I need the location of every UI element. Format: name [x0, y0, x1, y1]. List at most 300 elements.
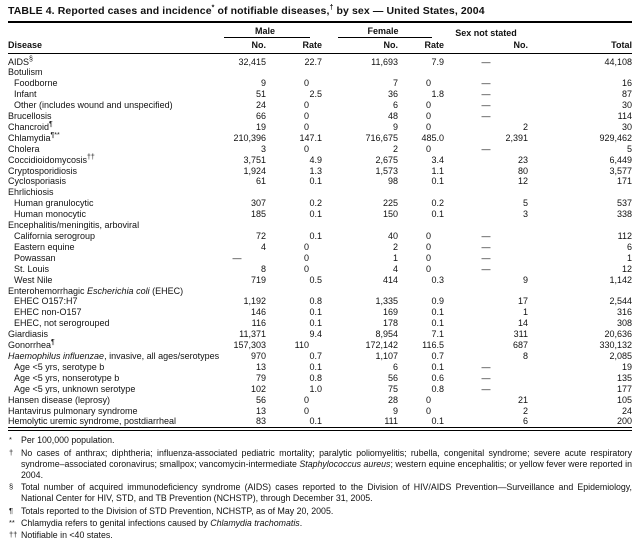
table-row: [8, 176, 632, 187]
value-cell: 0.2: [431, 198, 444, 209]
value-cell: 7: [392, 78, 398, 89]
value-cell: 110: [294, 340, 309, 351]
value-cell: 1.3: [309, 165, 322, 176]
footnote-marker: §: [9, 482, 14, 492]
table-row: [8, 406, 632, 417]
value-cell: —: [481, 263, 491, 274]
value-cell: [208, 67, 266, 78]
value-cell: 687: [512, 340, 528, 351]
disease-label: Eastern equine: [14, 241, 75, 252]
value-cell: 20,636: [604, 329, 632, 340]
col-header-sns-no: No.: [444, 38, 528, 54]
value-cell: 6: [392, 100, 398, 111]
disease-label: Infant: [14, 89, 37, 100]
value-cell: [528, 67, 632, 78]
value-cell: 0: [303, 111, 309, 122]
value-cell: 56: [387, 372, 398, 383]
table-row: [8, 264, 632, 275]
table-row: [8, 231, 632, 242]
col-header-total: Total: [528, 38, 632, 54]
table-row: [8, 111, 632, 122]
table-row: [8, 67, 632, 78]
value-cell: 13: [255, 361, 266, 372]
value-cell: 9: [522, 274, 528, 285]
table-row: [8, 384, 632, 395]
value-cell: 0.8: [309, 372, 322, 383]
disease-label: Hemolytic uremic syndrome, postdiarrheal: [8, 416, 177, 427]
value-cell: 0.7: [431, 350, 444, 361]
value-cell: [208, 286, 266, 297]
value-cell: [322, 286, 398, 297]
value-cell: —: [481, 78, 491, 89]
table-row: [8, 318, 632, 329]
footnote-marker: **: [9, 517, 15, 527]
value-cell: 0: [425, 231, 431, 241]
value-cell: 111: [384, 416, 398, 427]
value-cell: [528, 286, 632, 297]
value-cell: 7.9: [431, 56, 444, 67]
group-header-male-label: Male: [254, 26, 275, 36]
footnote: * Per 100,000 population.: [9, 435, 115, 446]
value-cell: 485.0: [421, 132, 444, 143]
value-cell: 0.5: [309, 274, 322, 285]
footnote: †† Notifiable in <40 states.: [9, 529, 113, 540]
value-cell: 17: [517, 296, 528, 307]
value-cell: 112: [617, 231, 632, 241]
disease-label: Giardiasis: [8, 329, 49, 340]
value-cell: [444, 286, 528, 297]
value-cell: [266, 67, 322, 78]
disease-label: Cholera: [8, 143, 40, 154]
disease-label: Brucellosis: [8, 111, 52, 122]
table-row: [8, 373, 632, 384]
value-cell: 0.1: [309, 361, 322, 372]
value-cell: 0.8: [309, 296, 322, 307]
value-cell: 0.1: [309, 209, 322, 220]
value-cell: 0: [425, 241, 431, 252]
value-cell: [266, 220, 322, 231]
disease-label: Hansen disease (leprosy): [8, 394, 111, 405]
value-cell: 44,108: [604, 56, 632, 67]
disease-label: California serogroup: [14, 231, 96, 241]
value-cell: 19: [621, 361, 632, 372]
value-cell: 19: [255, 121, 266, 132]
disease-label: EHEC O157:H7: [14, 296, 78, 307]
value-cell: 12: [517, 176, 528, 187]
value-cell: 719: [250, 274, 266, 285]
disease-label: Hantavirus pulmonary syndrome: [8, 405, 138, 416]
footnote-marker: ¶: [9, 505, 14, 515]
value-cell: 80: [517, 165, 528, 176]
value-cell: 178: [382, 318, 398, 329]
table-row: [8, 253, 632, 264]
value-cell: [322, 67, 398, 78]
value-cell: 311: [513, 329, 528, 340]
value-cell: 1,335: [375, 296, 398, 307]
value-cell: 970: [250, 350, 266, 361]
value-cell: [444, 187, 528, 198]
col-header-female-rate: Rate: [398, 38, 444, 54]
value-cell: 56: [255, 394, 266, 405]
value-cell: 30: [621, 121, 632, 132]
value-cell: 6: [522, 416, 528, 427]
table-row: [8, 286, 632, 297]
group-header-total-spacer: [528, 23, 632, 38]
value-cell: —: [481, 111, 491, 122]
value-cell: —: [481, 100, 491, 111]
value-cell: 929,462: [599, 132, 632, 143]
disease-label: Gonorrhea¶: [8, 339, 55, 351]
value-cell: 8,954: [375, 329, 398, 340]
value-cell: 0: [425, 111, 431, 122]
value-cell: —: [481, 231, 491, 241]
value-cell: 6: [392, 361, 398, 372]
value-cell: 6,449: [609, 154, 632, 165]
value-cell: 0: [425, 394, 431, 405]
value-cell: 0.3: [431, 274, 444, 285]
disease-label: Botulism: [8, 67, 43, 78]
value-cell: —: [481, 361, 491, 372]
disease-label: Encephalitis/meningitis, arboviral: [8, 220, 140, 231]
value-cell: 1,107: [375, 350, 398, 361]
table-row: [8, 166, 632, 177]
value-cell: 4: [392, 263, 398, 274]
value-cell: 0: [303, 394, 309, 405]
value-cell: 98: [387, 176, 398, 187]
value-cell: 11,693: [371, 56, 398, 67]
value-cell: 0: [303, 241, 309, 252]
value-cell: 200: [616, 416, 632, 427]
group-header-female: [322, 23, 444, 38]
value-cell: 13: [255, 405, 266, 416]
value-cell: 0.1: [431, 209, 444, 220]
disease-label: EHEC non-O157: [14, 307, 82, 318]
table-bottom-double-rule: [8, 430, 632, 431]
table-row: [8, 155, 632, 166]
value-cell: —: [481, 252, 491, 263]
table-row: [8, 54, 632, 68]
value-cell: 36: [387, 89, 398, 100]
disease-label: St. Louis: [14, 263, 50, 274]
table-body: [8, 54, 632, 428]
value-cell: [528, 187, 632, 198]
value-cell: 0.1: [431, 176, 444, 187]
value-cell: 0: [425, 143, 431, 154]
group-header-spacer: [8, 23, 208, 38]
disease-label: Cyclosporiasis: [8, 176, 67, 187]
value-cell: 1,924: [243, 165, 266, 176]
value-cell: 150: [382, 209, 398, 220]
value-cell: 1: [626, 252, 632, 263]
value-cell: 9: [392, 405, 398, 416]
value-cell: 87: [621, 89, 632, 100]
footnote: § Total number of acquired immunodeficiency syndrome (AIDS) cases reported to the Division of HIV/AIDS Prevention—Surveillance and Epidemiology, National Center for HIV, STD, and TB Prevention (NCHSTP), through December 31, 2005.: [9, 482, 632, 504]
value-cell: 0: [303, 100, 309, 111]
value-cell: 2: [392, 241, 398, 252]
value-cell: 0.1: [309, 176, 322, 187]
value-cell: 0.7: [309, 350, 322, 361]
table-row: [8, 220, 632, 231]
value-cell: 9: [392, 121, 398, 132]
value-cell: 83: [255, 416, 266, 427]
value-cell: 147.1: [299, 132, 322, 143]
value-cell: 116: [251, 318, 266, 329]
notifiable-diseases-table: [8, 23, 632, 428]
value-cell: 210,396: [233, 132, 266, 143]
value-cell: 414: [382, 274, 398, 285]
group-header-row: [8, 23, 632, 38]
footnote-marker: *: [9, 435, 12, 445]
disease-label: Age <5 yrs, unknown serotype: [14, 383, 136, 394]
col-header-disease: Disease: [8, 38, 208, 54]
value-cell: 1.8: [431, 89, 444, 100]
value-cell: 11,371: [239, 329, 266, 340]
value-cell: 48: [387, 111, 398, 122]
value-cell: —: [232, 252, 242, 263]
value-cell: [266, 187, 322, 198]
value-cell: 30: [621, 100, 632, 111]
value-cell: [528, 220, 632, 231]
value-cell: 14: [517, 318, 528, 329]
value-cell: 3,577: [609, 165, 632, 176]
value-cell: [208, 220, 266, 231]
table-row: [8, 296, 632, 307]
disease-label: Chlamydia¶**: [8, 131, 60, 143]
disease-label: Other (includes wound and unspecified): [14, 100, 173, 111]
group-header-female-label: Female: [367, 26, 399, 36]
group-header-male: [208, 23, 322, 38]
value-cell: 2.5: [309, 89, 322, 100]
value-cell: 2,391: [505, 132, 528, 143]
value-cell: 0: [425, 100, 431, 111]
value-cell: 0.1: [431, 416, 444, 427]
value-cell: 3,751: [243, 154, 266, 165]
col-header-male-rate: Rate: [266, 38, 322, 54]
value-cell: 66: [255, 111, 266, 122]
value-cell: 7.1: [431, 329, 444, 340]
disease-label: West Nile: [14, 274, 53, 285]
value-cell: 0.1: [431, 307, 444, 318]
value-cell: 308: [616, 318, 632, 329]
value-cell: 2: [392, 143, 398, 154]
value-cell: 0.1: [431, 318, 444, 329]
value-cell: 2,675: [375, 154, 398, 165]
value-cell: 146: [250, 307, 266, 318]
value-cell: 171: [616, 176, 632, 187]
value-cell: [398, 67, 444, 78]
value-cell: 40: [387, 231, 398, 241]
value-cell: 0.8: [431, 383, 444, 394]
value-cell: 79: [255, 372, 266, 383]
value-cell: 61: [255, 176, 266, 187]
group-header-sex-not-stated: Sex not stated: [455, 28, 517, 38]
disease-label: Coccidioidomycosis††: [8, 153, 95, 165]
disease-label: Powassan: [14, 252, 56, 263]
value-cell: 8: [522, 350, 528, 361]
value-cell: 105: [616, 394, 632, 405]
table-row: [8, 122, 632, 133]
value-cell: 307: [250, 198, 266, 209]
value-cell: 3.4: [431, 154, 444, 165]
disease-label: Human granulocytic: [14, 198, 94, 209]
value-cell: [322, 187, 398, 198]
value-cell: 338: [616, 209, 632, 220]
value-cell: 9.4: [309, 329, 322, 340]
column-header-row: [8, 38, 632, 54]
value-cell: 1: [522, 307, 528, 318]
col-header-female-no: No.: [322, 38, 398, 54]
footnote: ¶ Totals reported to the Division of STD Prevention, NCHSTP, as of May 20, 2005.: [9, 505, 334, 516]
table-row: [8, 144, 632, 155]
value-cell: 0: [425, 78, 431, 89]
table-header: [8, 23, 632, 54]
disease-label: Human monocytic: [14, 209, 87, 220]
table-row: [8, 198, 632, 209]
value-cell: [398, 220, 444, 231]
table-row: [8, 133, 632, 144]
table-row: [8, 395, 632, 406]
value-cell: 2,085: [609, 350, 632, 361]
value-cell: 1: [392, 252, 398, 263]
table-row: [8, 351, 632, 362]
value-cell: [266, 286, 322, 297]
value-cell: 157,303: [233, 340, 266, 351]
table-row: [8, 89, 632, 100]
table-row: [8, 187, 632, 198]
value-cell: 0.1: [309, 416, 322, 427]
value-cell: 0.1: [309, 231, 322, 241]
value-cell: 0: [303, 143, 309, 154]
table-row: [8, 307, 632, 318]
footnote: † No cases of anthrax; diphtheria; influenza-associated pediatric mortality; paralytic poliomyelitis; rubella, congenital syndrome; severe acute respiratory syndrome–associated coronavirus; smallpox; vancomycin-intermediate Staphylococcus aureus; western equine encephalitis; or yellow fever were reported in 2004.: [9, 447, 632, 480]
value-cell: 135: [616, 372, 632, 383]
value-cell: 225: [382, 198, 398, 209]
disease-label: Haemophilus influenzae, invasive, all ages/serotypes: [8, 350, 220, 361]
value-cell: 0: [425, 121, 431, 132]
table-title: TABLE 4. Reported cases and incidence* of notifiable diseases,† by sex — United States, 2004: [8, 5, 632, 23]
footnote-marker: †: [9, 447, 14, 457]
value-cell: [444, 220, 528, 231]
value-cell: 716,675: [365, 132, 398, 143]
disease-label: Foodborne: [14, 78, 58, 89]
disease-label: Age <5 yrs, serotype b: [14, 361, 105, 372]
value-cell: [322, 220, 398, 231]
value-cell: 3: [522, 209, 528, 220]
value-cell: 9: [260, 78, 266, 89]
table-row: [8, 100, 632, 111]
disease-label: EHEC, not serogrouped: [14, 318, 110, 329]
value-cell: [398, 286, 444, 297]
value-cell: —: [481, 372, 491, 383]
value-cell: 6: [626, 241, 632, 252]
value-cell: 0: [303, 78, 309, 89]
value-cell: 72: [255, 231, 266, 241]
value-cell: —: [481, 143, 491, 154]
value-cell: 2: [522, 405, 528, 416]
table-row: [8, 416, 632, 427]
value-cell: 116.5: [422, 340, 444, 351]
footnote-marker: ††: [9, 529, 18, 539]
value-cell: 2: [522, 121, 528, 132]
value-cell: 16: [621, 78, 632, 89]
value-cell: 1,142: [609, 274, 632, 285]
value-cell: 330,132: [599, 340, 632, 351]
disease-label: Enterohemorrhagic Escherichia coli (EHEC): [8, 285, 184, 296]
table-row: [8, 329, 632, 340]
value-cell: 23: [517, 154, 528, 165]
value-cell: 5: [626, 143, 632, 154]
value-cell: 2,544: [609, 296, 632, 307]
value-cell: 3: [260, 143, 266, 154]
disease-label: Chancroid¶: [8, 120, 53, 132]
value-cell: [444, 67, 528, 78]
value-cell: 0: [303, 121, 309, 132]
value-cell: 1.0: [309, 383, 322, 394]
value-cell: 24: [621, 405, 632, 416]
table-row: [8, 340, 632, 351]
footnote: ** Chlamydia refers to genital infections caused by Chlamydia trachomatis.: [9, 517, 303, 528]
value-cell: 0.1: [431, 361, 444, 372]
value-cell: 21: [517, 394, 528, 405]
value-cell: 0.1: [309, 318, 322, 329]
value-cell: 0: [303, 263, 309, 274]
value-cell: 0.1: [309, 307, 322, 318]
value-cell: 8: [260, 263, 266, 274]
value-cell: 4: [260, 241, 266, 252]
value-cell: —: [481, 56, 491, 67]
value-cell: 5: [522, 198, 528, 209]
value-cell: 0: [425, 252, 431, 263]
value-cell: 0.2: [309, 198, 322, 209]
value-cell: 28: [387, 394, 398, 405]
value-cell: 0.9: [431, 296, 444, 307]
table-row: [8, 362, 632, 373]
value-cell: —: [481, 89, 491, 100]
value-cell: 172,142: [365, 340, 398, 351]
disease-label: AIDS§: [8, 55, 33, 67]
value-cell: [398, 187, 444, 198]
value-cell: 102: [250, 383, 266, 394]
value-cell: 169: [382, 307, 398, 318]
disease-label: Ehrlichiosis: [8, 187, 54, 198]
value-cell: 0.6: [431, 372, 444, 383]
value-cell: 75: [387, 383, 398, 394]
disease-label: Age <5 yrs, nonserotype b: [14, 372, 120, 383]
value-cell: 51: [255, 89, 266, 100]
value-cell: 0: [425, 263, 431, 274]
value-cell: 177: [616, 383, 632, 394]
value-cell: 0: [425, 405, 431, 416]
value-cell: 185: [250, 209, 266, 220]
value-cell: [208, 187, 266, 198]
value-cell: 1.1: [431, 165, 444, 176]
value-cell: 22.7: [304, 56, 322, 67]
table-row: [8, 78, 632, 89]
table-row: [8, 209, 632, 220]
value-cell: 4.9: [309, 154, 322, 165]
value-cell: 0: [303, 252, 309, 263]
value-cell: —: [481, 383, 491, 394]
value-cell: 1,573: [375, 165, 398, 176]
value-cell: 114: [617, 111, 632, 122]
value-cell: 12: [621, 263, 632, 274]
col-header-male-no: No.: [208, 38, 266, 54]
value-cell: 0: [303, 405, 309, 416]
table-row: [8, 242, 632, 253]
value-cell: 32,415: [238, 56, 266, 67]
footnotes: [8, 435, 632, 541]
disease-label: Cryptosporidiosis: [8, 165, 78, 176]
